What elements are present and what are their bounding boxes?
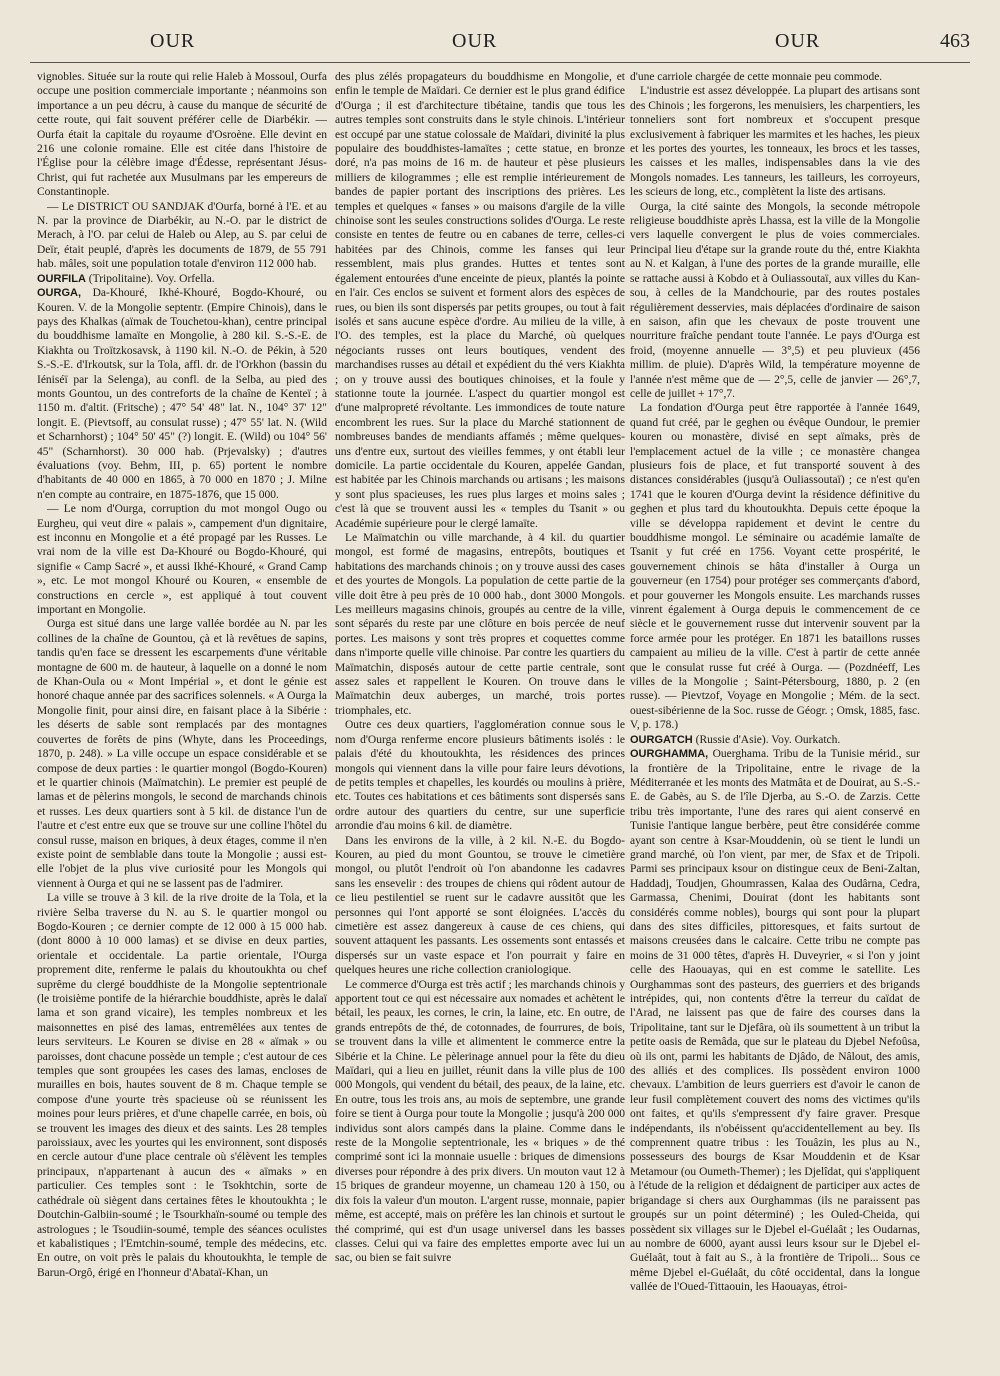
entry-text: (Russie d'Asie). Voy. Ourkatch.	[692, 733, 841, 746]
paragraph: vignobles. Située sur la route qui relie Haleb à Mossoul, Ourfa occupe une position commerciale importante ; néanmoins son importance a un peu décru, à cause du manque de sécurité de cette route, qui fait souvent préférer celle de Diarbékir. — Ourfa était la capitale du royaume d'Osroène. Elle devint en 216 une colonie romaine. Elle est citée dans l'histoire de l'Église pour la célèbre image d'Édesse, représentant Jésus-Christ, qui fut rachetée aux Musulmans par les empereurs de Constantinople.	[37, 71, 327, 199]
paragraph: des plus zélés propagateurs du bouddhisme en Mongolie, et enfin le temple de Maïdari. Ce dernier est le plus grand édifice d'Ourga ; il est d'architecture tibétaine, tandis que tous les autres temples sont construits dans le style chinois. L'intérieur est occupé par une statue colossale de Maïdari, divinité la plus populaire des bouddhistes-lamaïtes ; cette statue, en bronze doré, n'a pas moins de 16 m. de hauteur et pèse plusieurs milliers de kilogrammes ; elle est remplie intérieurement de bandes de papier portant des inscriptions des prières. Les temples et quelques « fanses » ou maisons d'argile de la ville chinoise sont les seules constructions solides d'Ourga. Le reste consiste en tentes de feutre ou en cabanes de terre, celles-ci habitées par des Chinois, comme les fanses qui leur ressemblent, mais plus grandes. Huttes et tentes sont également entourées d'une enceinte de pieux, plantés la pointe en l'air. Ces enclos se suivent et forment alors des espèces de rues, ou bien ils sont dispersés par petits groupes, ou tout à fait isolés et sans aucune espèce d'ordre. Au milieu de la ville, à l'O. des temples, est la place du Marché, où quelques négociants russes ont leurs boutiques, vendent des marchandises russes au détail et expédient du thé vers Kiakhta ; on y trouve aussi des boutiques chinoises, et la foule y stationne toute la journée. L'aspect du quartier mongol est d'une malpropreté révoltante. Les immondices de toute nature encombrent les rues. Sur la place du Marché stationnent de nombreuses bandes de mendiants affamés ; même quelques-uns d'entre eux, surtout des vieilles femmes, y ont établi leur domicile. La partie occidentale du Kouren, appelée Gandan, est habitée par les Chinois marchands ou artisans ; les maisons y sont plus spacieuses, les rues plus larges et moins sales ; c'est là que se trouvent aussi les « temples du Tsanit » ou Académie supérieure pour le clergé lamaïte.	[335, 71, 625, 530]
paragraph: Ourga, la cité sainte des Mongols, la seconde métropole religieuse bouddhiste après Lhassa, est la ville de la Mongolie vers laquelle convergent le plus de voies commerciales. Principal lieu d'étape sur la grande route du thé, entre Kiakhta au N. et Kalgan, à l'une des portes de la grande muraille, elle se rattache aussi à Kobdo et à Ouliassoutaï, aux villes du Kan-sou, à celles de la Mandchourie, par des routes postales régulièrement desservies, mais déplacées d'ordinaire de saison en saison, afin que les chevaux de poste trouvent une nourriture fraîche pendant toute l'année. Le pays d'Ourga est froid, (moyenne annuelle — 3°,5) et peu pluvieux (456 millim. de pluie). D'après Wild, la température moyenne de l'année n'est même que de — 2°,5, celle de janvier — 26°,7, celle de juillet + 17°,7.	[630, 200, 920, 400]
entry-headword: OURGHAMMA,	[630, 748, 709, 761]
paragraph: d'une carriole chargée de cette monnaie peu commode.	[630, 71, 883, 83]
entry-headword: OURGA,	[37, 287, 81, 300]
entry-text: (Tripolitaine). Voy. Orfella.	[85, 272, 215, 285]
dictionary-entry	[630, 747, 920, 1294]
paragraph: Ourga est situé dans une large vallée bordée au N. par les collines de la chaîne de Gountou, çà et là revêtues de sapins, tandis qu'en face se dressent les escarpements d'une véritable montagne de 600 m. de hauteur, à laquelle on a donné le nom de Khan-Oula ou « Mont Impérial », et dont le génie est honoré chaque année par des sacrifices solennels. « A Ourga la Mongolie finit, pour ainsi dire, en faisant place à la Sibérie : les déserts de sable sont remplacés par des montagnes couvertes de forêts de pins (Whyte, dans les Proceedings, 1870, p. 248). » La ville occupe un espace considérable et se compose de deux parties : le quartier mongol (Bogdo-Kouren) et le quartier chinois (Maïmatchin). Le premier est peuplé de lamas et de pèlerins mongols, le second de marchands chinois et russes. Les deux quartiers sont à 5 kil. de distance l'un de l'autre et c'est entre eux que se trouve sur une colline l'hôtel du consul russe, maison en briques, à deux étages, comme il n'en existe point de semblable dans toute la Mongolie ; aussi est-elle l'objet de la plus vive curiosité pour les Mongols qui viennent à Ourga et qui ne se lassent pas de l'admirer.	[37, 618, 327, 890]
running-headword-left: OUR	[150, 30, 196, 52]
page-number: 463	[940, 30, 970, 52]
dictionary-entry	[37, 286, 327, 502]
paragraph: Outre ces deux quartiers, l'agglomération connue sous le nom d'Ourga renferme encore plusieurs bâtiments isolés : le palais d'été du khoutoukhta, les résidences des princes mongols qui viennent dans la ville pour faire leurs dévotions, de petits temples et chapelles, les kourdés ou moulins à prière, etc. Toutes ces habitations et ces bâtiments sont dispersés sans ordre autour des quartiers du centre, sur une superficie arrondie d'au moins 6 kil. de diamètre.	[335, 719, 625, 833]
paragraph: — Le DISTRICT OU SANDJAK d'Ourfa, borné à l'E. et au N. par la province de Diarbékir, au N.-O. par le district de Merach, à l'O. par celui de Haleb ou Alep, au S. par celui de Deïr, était peuplé, d'après les documents de 1879, de 55 791 hab. mâles, soit une population totale d'environ 112 000 hab.	[37, 200, 327, 271]
entry-text: Ouerghama. Tribu de la Tunisie mérid., sur la frontière de la Tripolitaine, entre le rivage de la Méditerranée et les monts des Matmâta et de Douirat, au S.-S.-E. de Gabès, au S. de l'île Djerba, au S.-O. de Zarzis. Cette tribu très importante, l'une des rares qui aient conservé en Tunisie l'antique langue berbère, peut être considérée comme ayant son centre à Ksar-Mouddenin, où se tient le lundi un grand marché, où l'on vient, par mer, de Sfax et de Tripoli. Parmi ses principaux ksour on distingue ceux de Beni-Zaltan, Haddadj, Toudjen, Ghoumrassen, Kalaa des Oudârna, Cedra, Garmassa, Chenimi, Douirat (dont les habitants sont considérés comme nobles), bourgs qui sont pour la plupart dans des sites difficiles, pittoresques, et faits surtout de maisons creusées dans le calcaire. Cette tribu ne compte pas moins de 31 000 têtes, d'après H. Duveyrier, « si l'on y joint celle des Haouayas, qui en est comme le satellite. Les Ourghammas sont des pasteurs, des guerriers et des brigands intrépides, qui, non contents d'être la terreur du caïdat de l'Arad, ne laissent pas que de faire des courses dans la Tripolitaine, tant sur le Djefâra, où ils soumettent à un tribut la petite oasis de Remâda, que sur le plateau du Djebel Nefoûsa, où ils ont, parmi les habitants de Djâdo, de Nâlout, des amis, des alliés et des complices. Ils possèdent environ 1000 chevaux. L'ambition de leurs guerriers est d'avoir le canon de leur fusil complètement couvert des noms des victimes qu'ils ont faites, et qu'ils s'empressent d'y faire graver. Presque indépendants, ils n'obéissent qu'accidentellement au bey. Ils comprennent quatre tribus : les Touâzin, les plus au N., possesseurs des bourgs de Ksar Mouddenin et de Ksar Metamour (ou Oumeth-Themer) ; les Djelîdat, qui s'appliquent à l'étude de la religion et dédaignent de participer aux actes de brigandage si chers aux Ourghammas (ils ne paraissent pas groupés sur un point déterminé) ; les Ouled-Cheida, qui possèdent six villages sur le Djebel el-Guélaât ; les Oudarnas, au nombre de 6000, ayant aussi leurs ksour sur le Djebel el-Guélaât, tout à fait au S., à la frontière de Tripoli... Sous ce même Djebel el-Guélaât, du côté occidental, dans la longue vallée de l'Oued-Tittaouin, les Haouayas, étroi-	[630, 748, 920, 1294]
text-column-2	[335, 70, 625, 1360]
text-column-3	[630, 70, 920, 1360]
paragraph: Le commerce d'Ourga est très actif ; les marchands chinois y apportent tout ce qui est nécessaire aux nomades et achètent le bétail, les peaux, les cornes, le crin, la laine, etc. En outre, de grands entrepôts de thé, de cotonnades, de fourrures, de bois, se trouvent dans la ville et alimentent le commerce entre la Sibérie et la Chine. Le pèlerinage annuel pour la fête du dieu Maïdari, qui a lieu en juillet, réunit dans la ville plus de 100 000 Mongols, qui vendent du bétail, des peaux, de la laine, etc. En outre, tous les trois ans, au mois de septembre, une grande foire se tient à Ourga pour toute la Mongolie ; jusqu'à 200 000 individus sont alors campés dans la plaine. Comme dans le reste de la Mongolie septentrionale, les « briques » de thé comprimé sont ici la monnaie usuelle : briques de dimensions diverses pour répondre à des prix divers. Un mouton vaut 12 à 15 briques de grandeur moyenne, un chameau 120 à 150, ou dix fois la valeur d'un mouton. L'argent russe, monnaie, papier même, est accepté, mais on préfère les lan chinois et surtout le thé comprimé, qui est d'un usage universel dans les basses classes. Celui qui va faire des emplettes emporte avec lui un sac, ou bien se fait suivre	[335, 978, 625, 1265]
paragraph: Le Maïmatchin ou ville marchande, à 4 kil. du quartier mongol, est formé de magasins, entrepôts, boutiques et habitations des marchands chinois ; on y trouve aussi des cases et des yourtes de Mongols. La population de cette partie de la ville doit être à peu près de 10 000 hab., dont 3000 Mongols. Les meilleurs magasins chinois, groupés au centre de la ville, sont séparés du reste par une clôture en bois percée de neuf portes. Les maisons y sont très propres et coquettes comme dans n'importe quelle ville chinoise. Par contre les quartiers du Maïmatchin, disposés autour de cette partie centrale, sont assez sales et rappellent le Kouren. On trouve dans le Maïmatchin deux auberges, un marché, trois portes triomphales, etc.	[335, 532, 625, 717]
paragraph: Dans les environs de la ville, à 2 kil. N.-E. du Bogdo-Kouren, au pied du mont Gountou, se trouve le cimetière mongol, ou plutôt l'endroit où l'on abandonne les cadavres sans les ensevelir : des troupes de chiens qui rôdent autour de ce lieu pestilentiel se ruent sur le cadavre aussitôt que les personnes qui l'ont apporté se sont éloignées. L'accès du cimetière est assez dangereux à cause de ces chiens, qui souvent attaquent les passants. Les ossements sont entassés et dispersés sur un vaste espace et l'on pourrait y faire en quelques heures une riche collection craniologique.	[335, 834, 625, 977]
dictionary-entry	[37, 272, 327, 286]
paragraph: — Le nom d'Ourga, corruption du mot mongol Ougo ou Eurgheu, qui veut dire « palais », campement d'un dignitaire, est inconnu en Mongolie et a été propagé par les Russes. Le vrai nom de la ville est Da-Khouré ou Bogdo-Khouré, qui signifie « Camp Sacré », et aussi Ikhé-Khouré, « Grand Camp », etc. Le mot mongol Khouré ou Kouren, « ensemble de constructions en cercle », est appliqué à tout couvent important en Mongolie.	[37, 503, 327, 617]
dictionary-entry	[630, 733, 920, 747]
text-column-1	[37, 70, 327, 1360]
paragraph: La ville se trouve à 3 kil. de la rive droite de la Tola, et la rivière Selba traverse du N. au S. le quartier mongol ou Bogdo-Kouren ; ce dernier compte de 12 000 à 15 000 hab. (dont 8000 à 10 000 lamas) et se divise en deux parties, orientale et occidentale. La partie orientale, l'Ourga proprement dite, renferme le palais du khoutoukhta ou chef suprême du clergé bouddhiste de la Mongolie septentrionale (le troisième pontife de la hiérarchie bouddhiste, après le dalaï lama et son grand vicaire), les temples nombreux et les maisonnettes en pisé des lamas, entremêlées aux tentes de leurs serviteurs. Le Kouren se divise en 28 « aïmak » ou paroisses, dont chacune possède un temple ; c'est autour de ces temples que sont groupées les cases des lamas, encloses de murailles en bois, hautes souvent de 8 m. Chaque temple se compose d'une yourte très spacieuse où se réunissent les moines pour leurs prières, et d'une chapelle carrée, en bois, où se trouvent les images des dieux et des saints. Les 28 temples paroissiaux, avec les yourtes qui les environnent, sont disposés en cercle autour d'une place centrale où s'élèvent les temples principaux, n'appartenant à aucun des « aïmaks » en particulier. Ces temples sont : le Tsokhtchin, sorte de cathédrale où siègent dans certaines fêtes le khoutoukhta ; le Doutchin-Galbiin-soumé ; le Tsourkhaïn-soumé ou temple des astrologues ; le Tsoudiin-soumé, temple des séances oculistes et kabalistiques ; l'Emtchin-soumé, temple des médecins, etc. En outre, on voit près le palais du khoutoukhta, le temple de Barun-Orgô, érigé en l'honneur d'Abataï-Khan, un	[37, 892, 327, 1279]
header-rule	[30, 62, 970, 63]
paragraph: La fondation d'Ourga peut être rapportée à l'année 1649, quand fut créé, par le geghen ou évêque Oundour, le premier kouren ou monastère, divisé en sept aïmaks, près de l'emplacement actuel de la ville ; ce monastère changea plusieurs fois de place, et fut transporté souvent à des distances considérables (jusqu'à Ouliassoutaï) ; ce n'est qu'en 1741 que le kouren d'Ourga devint la résidence définitive du geghen et plus tard du khoutoukhta. Depuis cette époque la ville se développa rapidement et devint le centre du bouddhisme mongol. Le séminaire ou académie lamaïte de Tsanit y fut créé en 1756. Voyant cette prospérité, le gouvernement chinois se hâta d'installer à Ourga un gouverneur (en 1754) pour protéger ses commerçants d'abord, et pour gouverner les Mongols ensuite. Les marchands russes vinrent également à Ourga depuis le commencement de ce siècle et le gouvernement russe dut intervenir souvent par la force armée pour les protéger. En 1871 les bataillons russes campaient au milieu de la ville. C'est à partir de cette année que le consulat russe fut créé à Ourga. — (Pozdnéeff, Les villes de la Mongolie ; Saint-Pétersbourg, 1880, p. 2 (en russe). — Pievtzof, Voyage en Mongolie ; Mém. de la sect. ouest-sibérienne de la Soc. russe de Géogr. ; Omsk, 1885, fasc. V, p. 178.)	[630, 402, 920, 732]
running-headword-right: OUR	[775, 30, 821, 52]
paragraph: L'industrie est assez développée. La plupart des artisans sont des Chinois ; les forgerons, les menuisiers, les charpentiers, les tonneliers sont fort nombreux et s'occupent presque exclusivement à fabriquer les marmites et les haches, les pieux et les portes des yourtes, les tonneaux, les brocs et les tasses, les caisses et les malles, indispensables dans la vie des Mongols nomades. Les tanneurs, les tailleurs, les corroyeurs, les scieurs de long, etc., complètent la liste des artisans.	[630, 85, 920, 199]
entry-headword: OURGATCH	[630, 733, 693, 746]
entry-headword: OURFILA	[37, 272, 86, 285]
page-header	[30, 30, 970, 58]
entry-text: Da-Khouré, Ikhé-Khouré, Bogdo-Khouré, ou Kouren. V. de la Mongolie septentr. (Empire Chinois), dans le pays des Khalkas (aïmak de Touchetou-khan), centre principal du bouddhisme lamaïte en Mongolie, à 280 kil. S.-S.-E. de Kiakhta ou Troïtzkosavsk, à 1190 kil. N.-O. de Pékin, à 520 S.-S.-E. d'Irkoutsk, sur la Tola, affl. dr. de l'Orkhon (bassin du Iéniséï par la Selenga), au confl. de la Selba, au pied des monts Gountou, un des contreforts de la chaîne de Kenteï ; à 1150 m. d'altit. (Fritsche) ; 47° 54' 48" lat. N., 104° 37' 12" longit. E. (Pievtsoff, au consulat russe) ; 47° 55' lat. N. (Wild et Scharnhorst) ; 104° 50' 45" (?) longit. E. (Wild) ou 104° 56' 45" (Scharnhorst). 30 000 hab. (Prjevalsky) ; d'autres évaluations (voy. Behm, III, p. 65) portent le nombre d'habitants de 40 000 en 1865, à 70 000 en 1870 ; J. Milne n'en compte au contraire, en 1875-1876, que 15 000.	[37, 287, 327, 501]
running-headword-center: OUR	[452, 30, 498, 52]
